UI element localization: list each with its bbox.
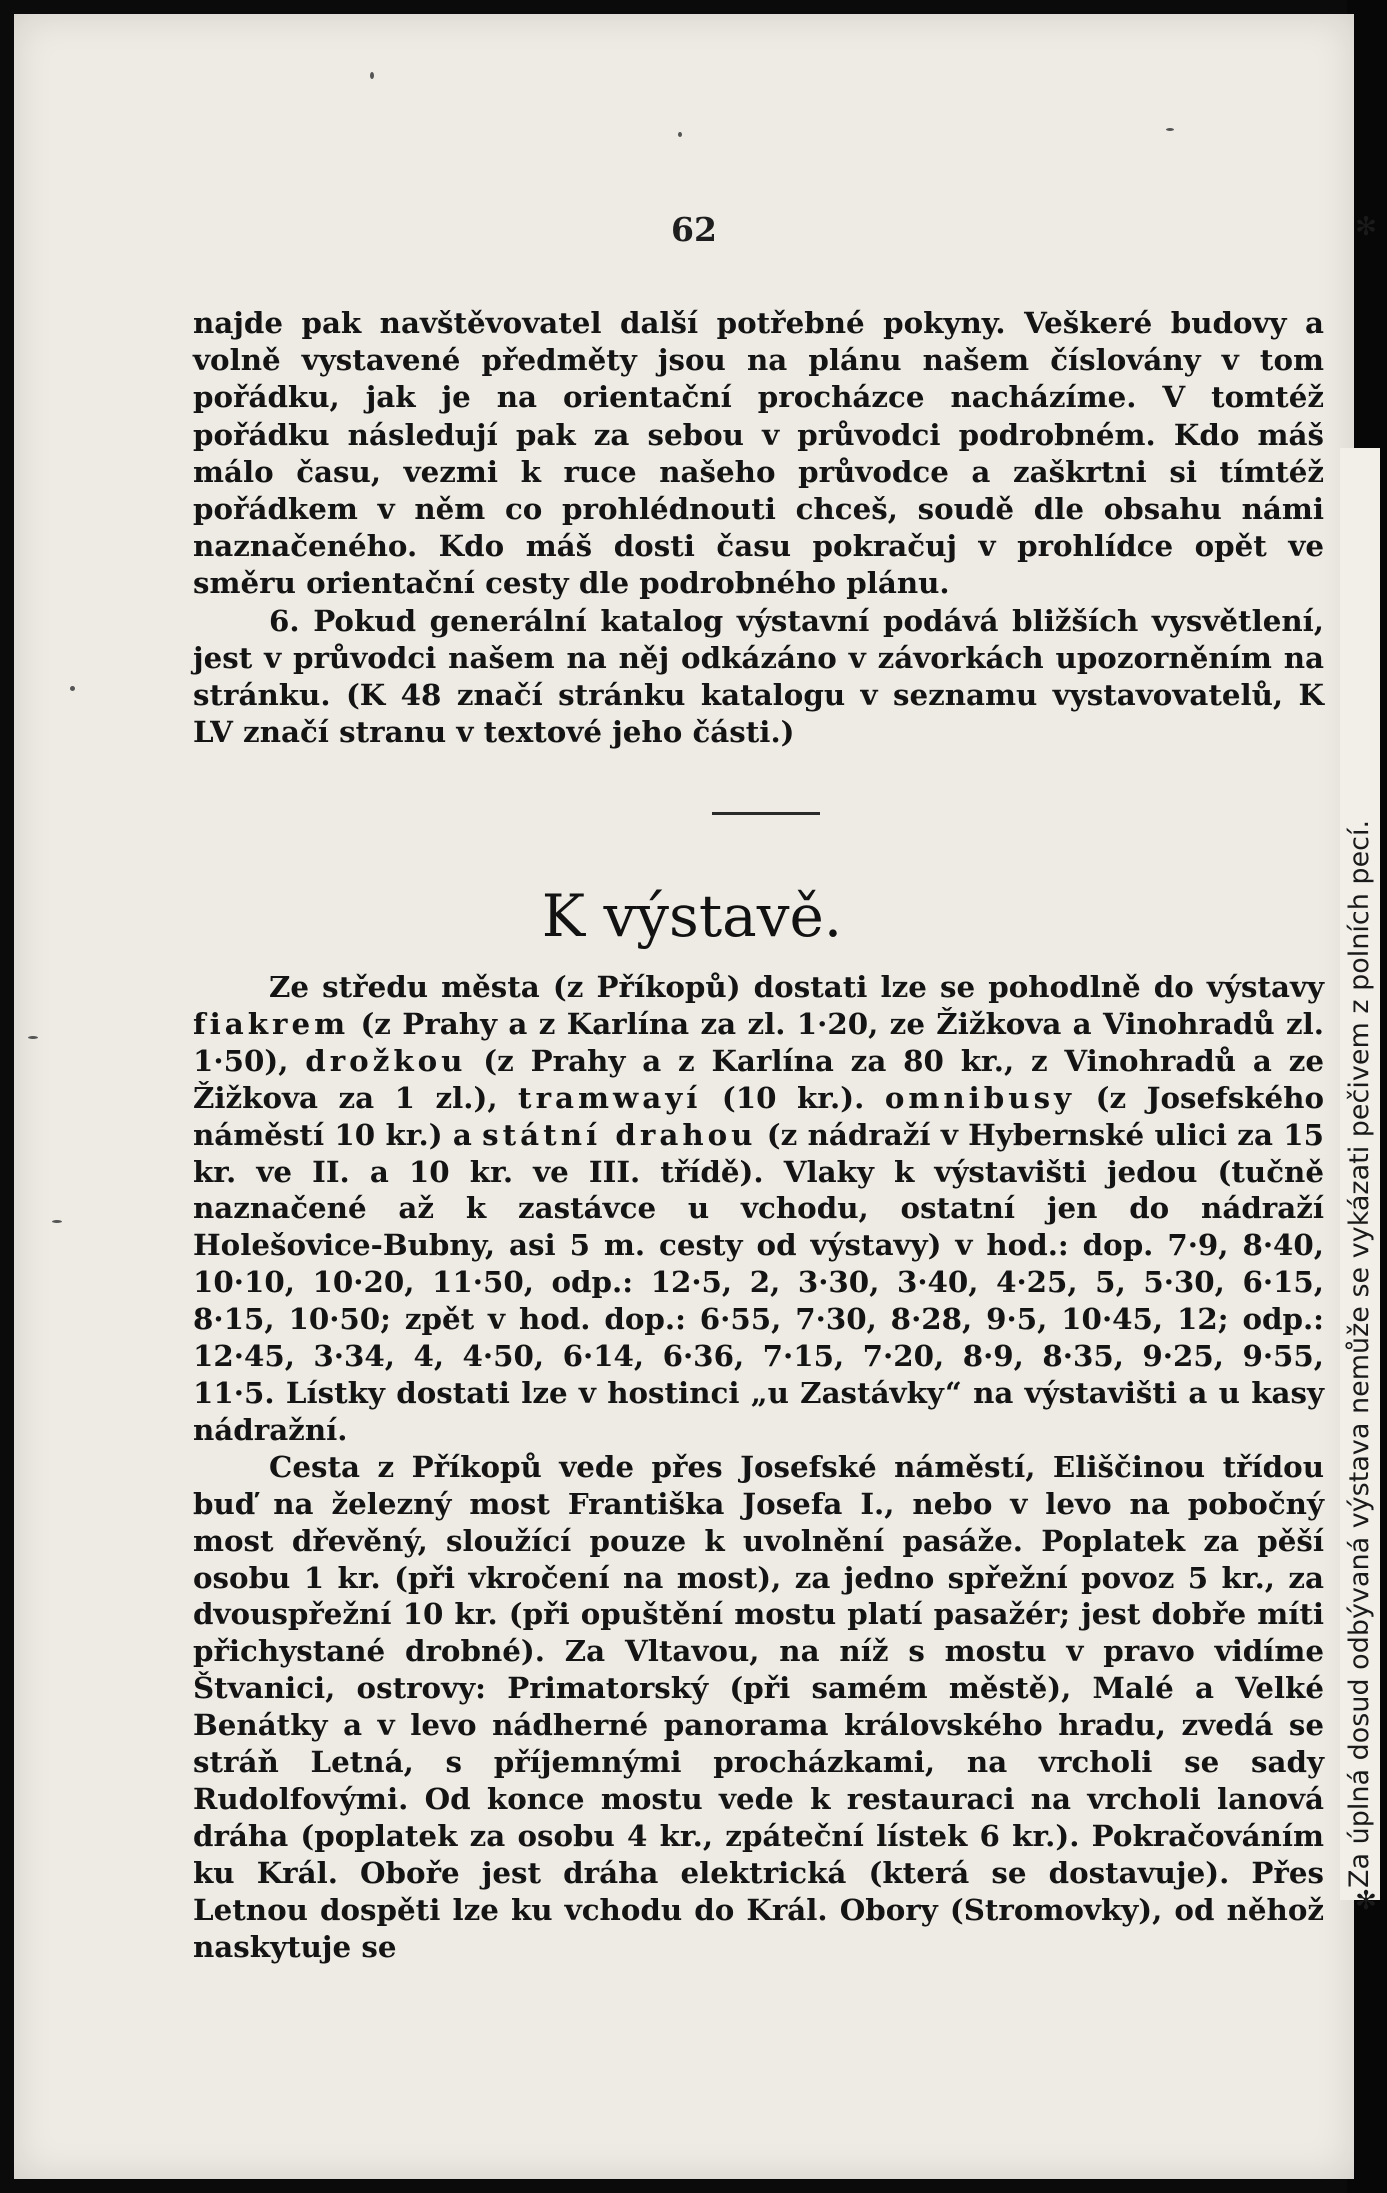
text-run: (z Prahy a z Karlína za 80 kr., z Vinohradů a ze Žižkova za 1 zl.),: [193, 1042, 1324, 1115]
intro-paragraph: 6. Pokud generální katalog výstavní podává bližších vysvětlení, jest v průvodci našem na něj odkázáno v závorkách upozorněním na stránku. (K 48 značí stránku katalogu v seznamu vystavovatelů, K LV značí stranu v textové jeho části.): [193, 602, 1324, 750]
text-run: (10 kr.).: [701, 1079, 885, 1115]
intro-paragraph: najde pak navštěvovatel další potřebné pokyny. Veškeré budovy a volně vystavené předměty jsou na plánu našem číslovány v tom pořádku, jak je na orientační procházce nacházíme. V tomtéž pořádku následují pak za sebou v průvodci podrobném. Kdo máš málo času, vezmi k ruce našeho průvodce a zaškrtni si tímtéž pořádkem v něm co prohlédnouti chceš, soudě dle obsahu námi naznačeného. Kdo máš dosti času pokračuj v prohlídce opět ve směru orientační cesty dle podrobného plánu.: [193, 305, 1324, 601]
emphasis-omnibus: omnibusy: [884, 1079, 1076, 1115]
emphasis-tramway: tramwayí: [518, 1079, 702, 1115]
document-page: [14, 14, 1354, 2179]
section-body: [193, 969, 1324, 1965]
section-divider: [712, 812, 820, 815]
text-run: Ze středu města (z Příkopů) dostati lze se pohodlně do výstavy: [269, 969, 1324, 1004]
text-run: (z nádraží v Hybernské ulici za 15 kr. ve II. a 10 kr. ve III. třídě). Vlaky k výstavišti jedou (tučně naznačené až k zastávce u vchodu, ostatní jen do nádraží Holešovice-Bubny, asi 5 m. cesty od výstavy) v hod.: dop. 7·9, 8·40, 10·10, 10·20, 11·50, odp.: 12·5, 2, 3·30, 3·40, 4·25, 5, 5·30, 6·15, 8·15, 10·50; zpět v hod. dop.: 6·55, 7·30, 8·28, 9·5, 10·45, 12; odp.: 12·45, 3·34, 4, 4·50, 6·14, 6·36, 7·15, 7·20, 8·9, 8·35, 9·25, 9·55, 11·5. Lístky dostati lze v hostinci „u Zastávky“ na výstavišti a u kasy nádražní.: [193, 1116, 1324, 1447]
rotated-side-note: Za úplná dosud odbývaná výstava nemůže se vykázati pečivem z polních pecí.: [1340, 448, 1380, 1900]
text-run: (z Josefského náměstí 10 kr.) a: [193, 1079, 1325, 1152]
print-speck: [1166, 128, 1174, 131]
emphasis-drahou: státní drahou: [482, 1116, 757, 1152]
print-speck: [52, 1220, 62, 1223]
asterisk-mark-icon: ✻: [1355, 1886, 1377, 1916]
text-run: (z Prahy a z Karlína za zl. 1·20, ze Žižkova a Vinohradů zl. 1·50),: [193, 1005, 1324, 1078]
section-heading: K výstavě.: [541, 882, 843, 950]
transport-paragraph: [193, 969, 1324, 1449]
print-speck: [370, 72, 374, 79]
print-speck: [70, 686, 75, 691]
print-speck: [28, 1036, 38, 1039]
emphasis-drozka: drožkou: [305, 1042, 467, 1078]
emphasis-fiakr: fiakrem: [193, 1005, 350, 1041]
asterisk-mark-icon: ✻: [1355, 212, 1377, 242]
intro-text: [193, 304, 1324, 750]
route-paragraph: Cesta z Příkopů vede přes Josefské náměstí, Eliščinou třídou buď na železný most Františka Josefa I., nebo v levo na pobočný most dřevěný, sloužící pouze k uvolnění pasáže. Poplatek za pěší osobu 1 kr. (při vkročení na most), za jedno spřežní povoz 5 kr., za dvouspřežní 10 kr. (při opuštění mostu platí pasažér; jest dobře míti přichystané drobné). Za Vltavou, na níž s mostu v pravo vidíme Štvanici, ostrovy: Primatorský (při samém městě), Malé a Velké Benátky a v levo nádherné panorama královského hradu, zvedá se stráň Letná, s příjemnými procházkami, na vrcholi se sady Rudolfovými. Od konce mostu vede k restauraci na vrcholi lanová dráha (poplatek za osobu 4 kr., zpáteční lístek 6 kr.). Pokračováním ku Král. Oboře jest dráha elektrická (která se dostavuje). Přes Letnou dospěti lze ku vchodu do Král. Obory (Stromovky), od něhož naskytuje se: [193, 1448, 1324, 1964]
print-speck: [678, 132, 682, 137]
page-number: 62: [671, 210, 717, 249]
